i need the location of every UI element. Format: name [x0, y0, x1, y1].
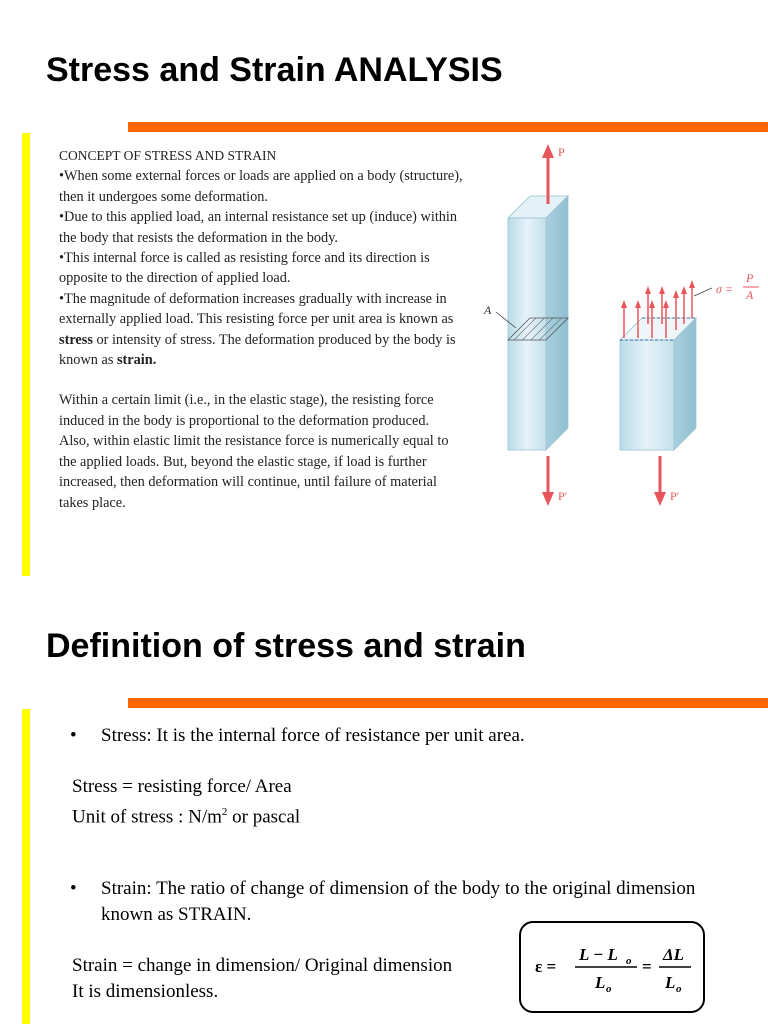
strain-equation-box — [519, 921, 705, 1013]
full-bar — [496, 196, 568, 450]
bullet-2: •Due to this applied load, an internal resistance set up (induce) within the body that resists the deformation in the body. — [59, 209, 458, 246]
cut-bar — [620, 318, 696, 450]
bullet-1: •When some external forces or loads are applied on a body (structure), then it undergoes some deformation. — [59, 168, 463, 205]
label-p-prime-right: P′ — [670, 489, 680, 503]
load-arrow-down-right — [654, 456, 666, 506]
eq-den2-sub: o — [676, 983, 682, 995]
eq-num2: ΔL — [663, 945, 685, 964]
slide1-orange-rule — [128, 122, 768, 132]
area-label: A — [484, 303, 492, 317]
stress-unit-text: Unit of stress : N/m — [72, 806, 222, 828]
slide1-yellow-bar — [22, 133, 30, 576]
stress-formula: Stress = resisting force/ Area — [72, 776, 292, 797]
bullet-dot: • — [70, 725, 77, 746]
slide2-orange-rule — [128, 698, 768, 708]
eq-epsilon: ε = — [535, 957, 557, 976]
strain-note: It is dimensionless. — [72, 981, 219, 1002]
strain-term: strain. — [116, 352, 157, 369]
bullet-4-text-b: or intensity of stress. The deformation produced by the body is known as — [59, 331, 456, 369]
strain-equation — [521, 923, 702, 1010]
eq-equals: = — [642, 957, 652, 976]
stress-unit-suffix: or pascal — [227, 806, 301, 828]
strain-definition: Strain: The ratio of change of dimension of the body to the original dimension known as STRAIN. — [101, 878, 696, 925]
slide2-title: Definition of stress and strain — [46, 627, 526, 665]
eq-den2: L — [665, 973, 676, 992]
bullet-4-text-a: •The magnitude of deformation increases gradually with increase in externally applied load. This resisting force per unit area is known as — [59, 290, 454, 328]
stress-term: stress — [59, 331, 93, 348]
concept-heading: CONCEPT OF STRESS AND STRAIN — [59, 148, 277, 163]
eq-den1-sub: o — [606, 983, 612, 995]
stress-unit-exponent: 2 — [221, 806, 228, 818]
sigma-denominator: A — [746, 288, 754, 302]
stress-bar-figure — [478, 138, 768, 518]
sigma-numerator: P — [746, 271, 754, 285]
strain-formula: Strain = change in dimension/ Original dimension — [72, 955, 453, 976]
load-arrow-up — [542, 144, 554, 204]
stress-bullet — [70, 723, 710, 749]
paragraph-beyond-elastic: Also, within elastic limit the resistance force is numerically equal to the applied loads. But, beyond the elastic stage, if load is further increased, then deformation will continue, until failure of material takes place. — [59, 433, 449, 511]
slide2-yellow-bar — [22, 709, 30, 1024]
eq-den1: L — [595, 973, 606, 992]
bullet-4 — [59, 289, 469, 371]
sigma-lhs: σ = — [716, 282, 734, 296]
eq-num1-sub: o — [626, 955, 632, 967]
label-p-prime-left: P′ — [558, 489, 568, 503]
bullet-dot: • — [70, 878, 77, 899]
slide1-title: Stress and Strain ANALYSIS — [46, 51, 503, 89]
load-arrow-down-left — [542, 456, 554, 506]
slide1-text-block — [59, 146, 469, 513]
stress-unit — [72, 799, 300, 830]
stress-definition: Stress: It is the internal force of resistance per unit area. — [101, 725, 525, 746]
bullet-3: •This internal force is called as resisting force and its direction is opposite to the direction of applied load. — [59, 250, 430, 287]
paragraph-elastic-limit: Within a certain limit (i.e., in the elastic stage), the resisting force induced in the body is proportional to the deformation produced. — [59, 392, 434, 429]
eq-num1: L − L — [579, 945, 618, 964]
label-p: P — [558, 145, 565, 159]
